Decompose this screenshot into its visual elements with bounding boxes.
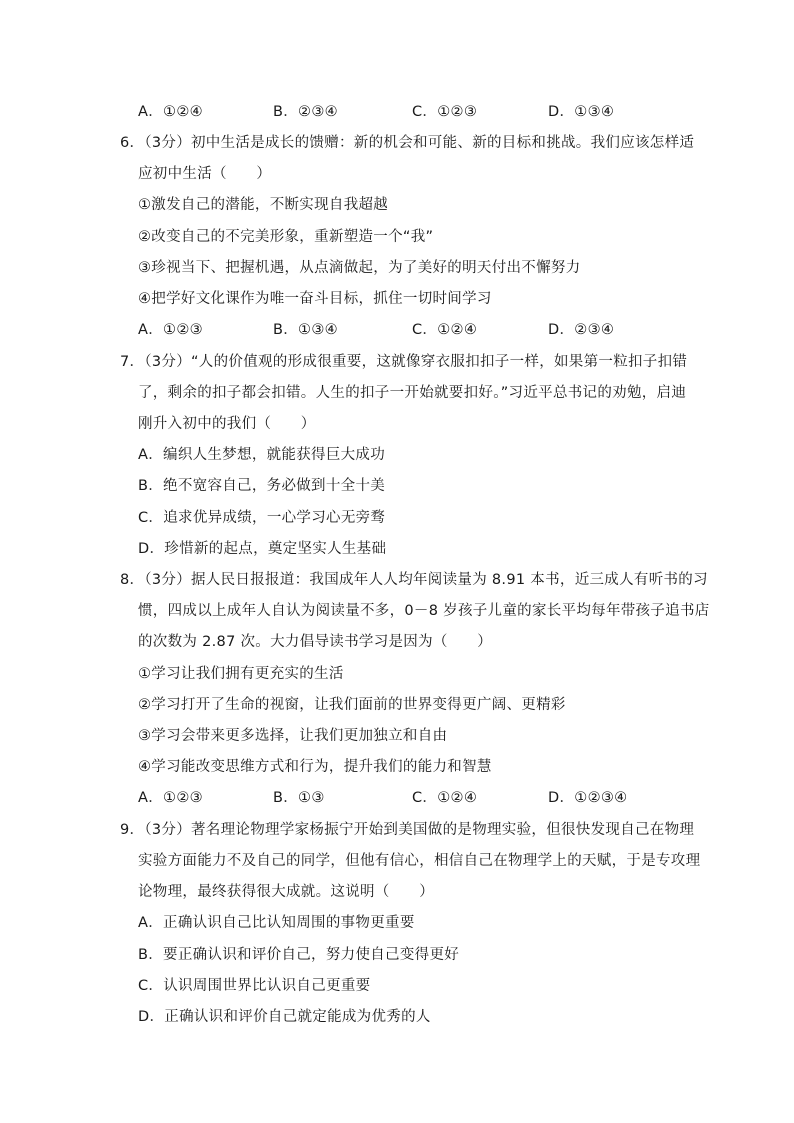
q6-statement-3: ③珍视当下、把握机遇，从点滴做起，为了美好的明天付出不懈努力 [138,260,581,276]
q9-stem-line-3: 论物理，最终获得很大成就。这说明（ ） [138,884,434,900]
q9-option-c[interactable]: C．认识周围世界比认识自己更重要 [138,978,371,994]
q6-stem-line-2: 应初中生活（ ） [138,166,272,182]
q6-options [138,320,698,340]
q8-statement-4: ④学习能改变思维方式和行为，提升我们的能力和智慧 [138,759,492,775]
q6-statement-4: ④把学好文化课作为唯一奋斗目标，抓住一切时间学习 [138,291,492,307]
q6-option-c[interactable]: C．①②④ [412,322,478,338]
q7-stem-line-2: 了，剩余的扣子都会扣错。人生的扣子一开始就要扣好。”习近平总书记的劝勉，启迪 [138,385,687,401]
q6-option-a[interactable]: A．①②③ [138,322,203,338]
q6-statement-1: ①激发自己的潜能，不断实现自我超越 [138,197,389,213]
q9-option-d[interactable]: D．正确认识和评价自己就定能成为优秀的人 [138,1009,431,1025]
q7-option-a[interactable]: A．编织人生梦想，就能获得巨大成功 [138,447,386,463]
q6-option-b[interactable]: B．①③④ [273,322,338,338]
q8-stem-line-1: 8．（3分）据人民日报报道：我国成年人人均年阅读量为 8.91 本书，近三成人有听书的习 [120,572,708,588]
q8-stem-line-3: 的次数为 2.87 次。大力倡导读书学习是因为（ ） [138,634,493,650]
q5-option-b[interactable]: B．②③④ [273,104,338,120]
q8-stem-line-2: 惯，四成以上成年人自认为阅读量不多，0－8 岁孩子儿童的家长平均每年带孩子追书店 [138,603,710,619]
q8-option-b[interactable]: B．①③ [273,790,325,806]
q8-option-a[interactable]: A．①②③ [138,790,203,806]
q7-option-b[interactable]: B．绝不宽容自己，务必做到十全十美 [138,478,386,494]
q9-stem-line-2: 实验方面能力不及自己的同学，但他有信心，相信自己在物理学上的天赋，于是专攻理 [138,853,701,869]
q5-option-c[interactable]: C．①②③ [412,104,478,120]
q8-statement-3: ③学习会带来更多选择，让我们更加独立和自由 [138,728,448,744]
q7-option-d[interactable]: D．珍惜新的起点，奠定坚实人生基础 [138,541,387,557]
q8-statement-1: ①学习让我们拥有更充实的生活 [138,666,344,682]
q8-statement-2: ②学习打开了生命的视窗，让我们面前的世界变得更广阔、更精彩 [138,697,566,713]
q6-stem-line-1: 6．（3分）初中生活是成长的馈赠：新的机会和可能、新的目标和挑战。我们应该怎样适 [120,135,695,151]
q8-option-c[interactable]: C．①②④ [412,790,478,806]
q5-option-d[interactable]: D．①③④ [548,104,615,120]
q6-option-d[interactable]: D．②③④ [548,322,615,338]
q6-statement-2: ②改变自己的不完美形象，重新塑造一个“我” [138,229,434,245]
q9-option-b[interactable]: B．要正确认识和评价自己，努力使自己变得更好 [138,947,460,963]
q5-options [138,102,698,122]
q9-option-a[interactable]: A．正确认识自己比认知周围的事物更重要 [138,915,415,931]
q8-options [138,788,698,808]
q7-option-c[interactable]: C．追求优异成绩，一心学习心无旁骛 [138,510,386,526]
q7-stem-line-3: 刚升入初中的我们（ ） [138,416,316,432]
q9-stem-line-1: 9．（3分）著名理论物理学家杨振宁开始到美国做的是物理实验，但很快发现自己在物理 [120,822,695,838]
q7-stem-line-1: 7．（3分）“人的价值观的形成很重要，这就像穿衣服扣扣子一样，如果第一粒扣子扣错 [120,354,688,370]
q5-option-a[interactable]: A．①②④ [138,104,203,120]
q8-option-d[interactable]: D．①②③④ [548,790,628,806]
